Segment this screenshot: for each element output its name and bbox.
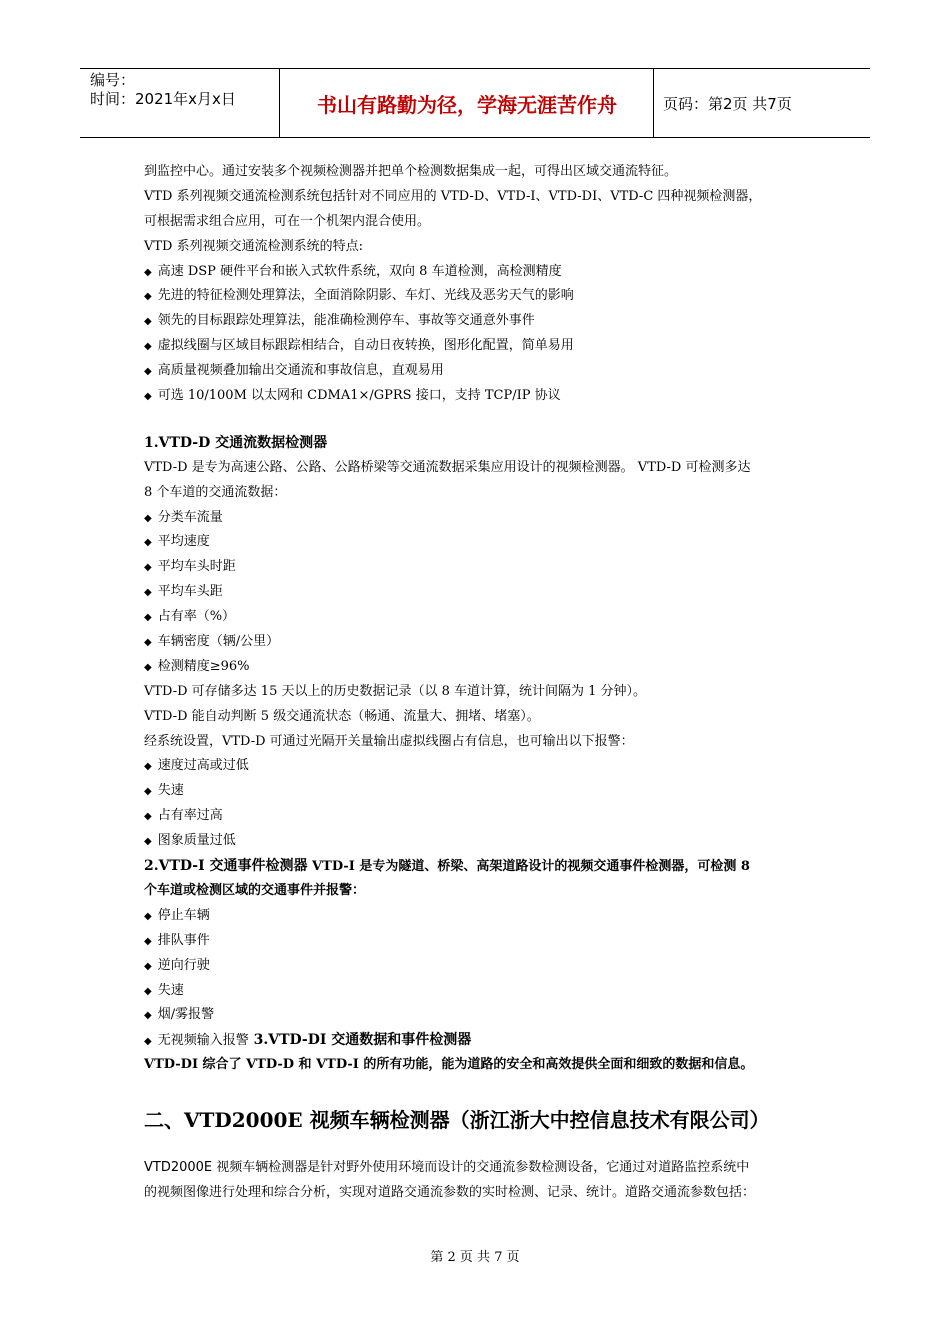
paragraph: VTD-D 是专为高速公路、公路、公路桥梁等交通流数据采集应用设计的视频检测器。 VTD-D 可检测多达 [144, 459, 751, 475]
alarm-item: ◆ 失速 [144, 779, 816, 804]
section-heading-vtd-i [144, 854, 816, 879]
paragraph: VTD-D 能自动判断 5 级交通流状态（畅通、流量大、拥堵、堵塞）。 [144, 708, 540, 724]
page-header [80, 68, 870, 138]
event-item: ◆ 烟/雾报警 [144, 1003, 816, 1028]
alarm-item: ◆ 速度过高或过低 [144, 754, 816, 779]
doc-time-label: 时间：2021年x月x日 [90, 90, 236, 108]
data-item: ◆ 车辆密度（辆/公里） [144, 630, 816, 655]
data-item: ◆ 检测精度≥96% [144, 655, 816, 680]
vtd-i-intro: VTD-I 是专为隧道、桥梁、高架道路设计的视频交通事件检测器，可检测 8 [307, 859, 750, 875]
paragraph: 个车道或检测区域的交通事件并报警： [144, 882, 366, 898]
feature-item: ◆ 领先的目标跟踪处理算法，能准确检测停车、事故等交通意外事件 [144, 309, 816, 334]
vtd-i-title: 2.VTD-I 交通事件检测器 [144, 858, 308, 875]
feature-item: ◆ 高速 DSP 硬件平台和嵌入式软件系统，双向 8 车道检测，高检测精度 [144, 260, 816, 285]
data-item: ◆ 分类车流量 [144, 506, 816, 531]
event-item: ◆ 排队事件 [144, 929, 816, 954]
data-item: ◆ 占有率（%） [144, 605, 816, 630]
paragraph: VTD-D 可存储多达 15 天以上的历史数据记录（以 8 车道计算，统计间隔为 1 分钟）。 [144, 683, 647, 699]
document-body [144, 160, 816, 1206]
paragraph: VTD 系列视频交通流检测系统包括针对不同应用的 VTD-D、VTD-I、VTD-DI、VTD-C 四种视频检测器， [144, 188, 762, 204]
paragraph: 的视频图像进行处理和综合分析，实现对道路交通流参数的实时检测、记录、统计。道路交通流参数包括： [144, 1184, 756, 1200]
paragraph: VTD-DI 综合了 VTD-D 和 VTD-I 的所有功能，能为道路的安全和高效提供全面和细致的数据和信息。 [144, 1057, 754, 1073]
header-motto: 书山有路勤为径，学海无涯苦作舟 [281, 69, 654, 137]
event-item [144, 1028, 816, 1053]
header-page-info: 页码：第2页 共7页 [663, 94, 792, 113]
event-item: ◆ 逆向行驶 [144, 954, 816, 979]
section-heading-vtd-d: 1.VTD-D 交通流数据检测器 [144, 434, 328, 451]
paragraph: 到监控中心。通过安装多个视频检测器并把单个检测数据集成一起，可得出区域交通流特征。 [144, 164, 678, 179]
feature-item: ◆ 可选 10/100M 以太网和 CDMA1×/GPRS 接口，支持 TCP/IP 协议 [144, 384, 816, 409]
paragraph: VTD 系列视频交通流检测系统的特点: [144, 238, 363, 254]
section-heading-vtd-di: 3.VTD-DI 交通数据和事件检测器 [248, 1032, 472, 1049]
event-item: ◆ 失速 [144, 979, 816, 1004]
event-label: 无视频输入报警 [157, 1033, 249, 1049]
data-item: ◆ 平均车头距 [144, 580, 816, 605]
doc-number-label: 编号： [90, 71, 136, 89]
feature-item: ◆ 先进的特征检测处理算法，全面消除阴影、车灯、光线及恶劣天气的影响 [144, 284, 816, 309]
alarm-item: ◆ 占有率过高 [144, 804, 816, 829]
paragraph: 经系统设置，VTD-D 可通过光隔开关量输出虚拟线圈占有信息，也可输出以下报警： [144, 733, 634, 749]
data-item: ◆ 平均速度 [144, 530, 816, 555]
feature-item: ◆ 虚拟线圈与区域目标跟踪相结合，自动日夜转换，图形化配置，简单易用 [144, 334, 816, 359]
feature-item: ◆ 高质量视频叠加输出交通流和事故信息，直观易用 [144, 359, 816, 384]
event-item: ◆ 停止车辆 [144, 904, 816, 929]
page-footer: 第 2 页 共 7 页 [430, 1250, 520, 1265]
paragraph: 可根据需求组合应用，可在一个机架内混合使用。 [144, 213, 431, 229]
header-meta-cell [80, 69, 280, 137]
section-heading-vtd2000e: 二、VTD2000E 视频车辆检测器（浙江浙大中控信息技术有限公司） [144, 1108, 770, 1133]
data-item: ◆ 平均车头时距 [144, 555, 816, 580]
alarm-item: ◆ 图象质量过低 [144, 829, 816, 854]
paragraph: VTD2000E 视频车辆检测器是针对野外使用环境而设计的交通流参数检测设备，它通过对道路监控系统中 [144, 1160, 750, 1176]
paragraph: 8 个车道的交通流数据： [144, 484, 287, 500]
